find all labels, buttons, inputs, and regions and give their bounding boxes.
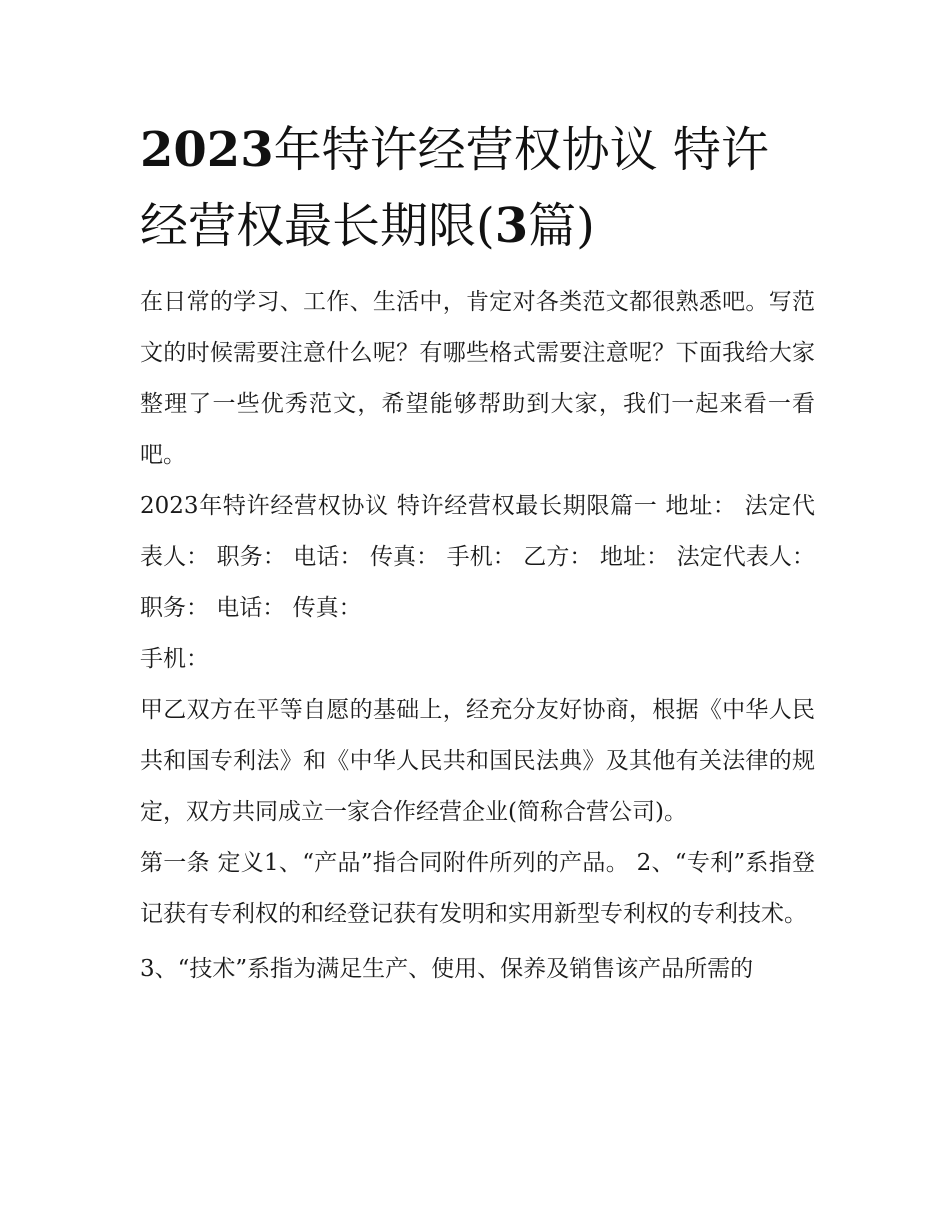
party-info-paragraph: 2023年特许经营权协议 特许经营权最长期限篇一 地址： 法定代表人： 职务： 电话： 传真： 手机： 乙方： 地址： 法定代表人： 职务： 电话： 传真： [140, 493, 815, 621]
agreement-paragraph: 甲乙双方在平等自愿的基础上，经充分友好协商，根据《中华人民共和国专利法》和《中华人民共和国民法典》及其他有关法律的规定，双方共同成立一家合作经营企业(简称合营公司)。 [140, 697, 815, 825]
document-title [140, 112, 820, 264]
intro-paragraph: 在日常的学习、工作、生活中，肯定对各类范文都很熟悉吧。写范文的时候需要注意什么呢？有哪些格式需要注意呢？下面我给大家整理了一些优秀范文，希望能够帮助到大家，我们一起来看一看吧。 [140, 289, 815, 468]
title-line1-text: 年特许经营权协议 特许 [273, 122, 769, 178]
title-count: 3 [494, 198, 529, 254]
definition-paragraph: 第一条 定义1、“产品”指合同附件所列的产品。 2、“专利”系指登记获有专利权的和经登记获有发明和实用新型专利权的专利技术。 [140, 850, 815, 927]
title-line2-end: 篇) [528, 198, 595, 254]
title-line2-text: 经营权最长期限( [140, 198, 495, 254]
technology-paragraph: 3、“技术”系指为满足生产、使用、保养及销售该产品所需的 [140, 956, 754, 982]
phone-label-paragraph: 手机： [140, 646, 209, 672]
title-year: 2023 [140, 122, 274, 178]
document-body [140, 277, 815, 995]
